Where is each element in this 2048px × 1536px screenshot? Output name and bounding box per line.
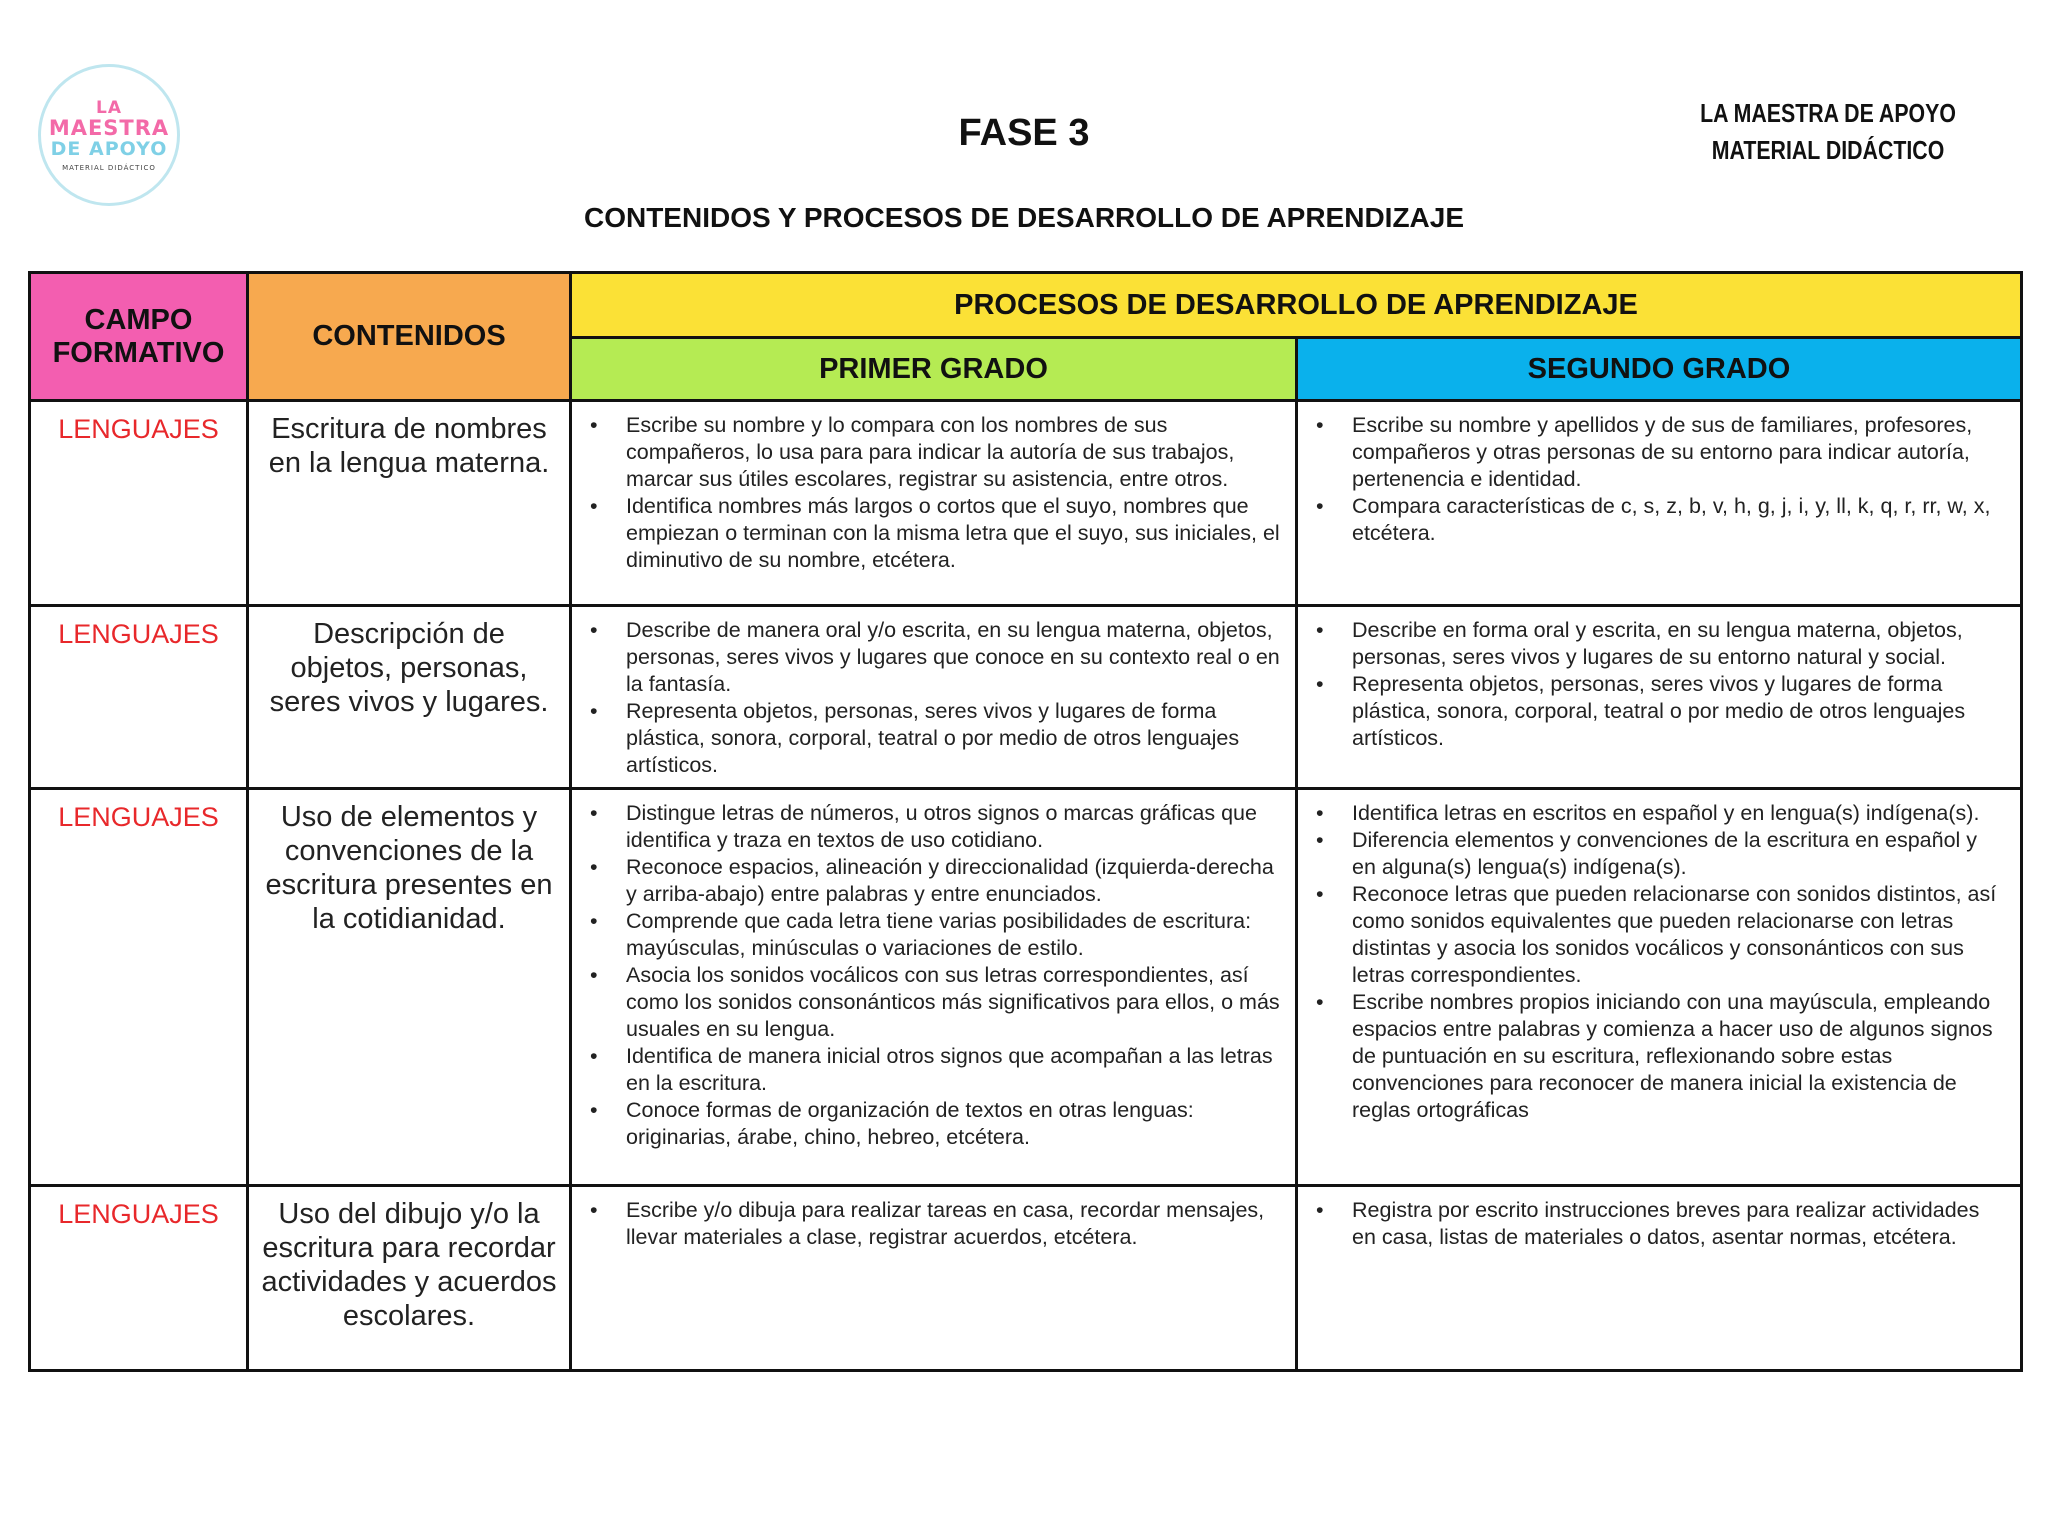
list-item-text: Identifica de manera inicial otros signos que acompañan a las letras en la escritura. [626, 1044, 1273, 1095]
primer-grado-cell [571, 1186, 1297, 1371]
primer-grado-list [586, 800, 1281, 1151]
logo-line-3: DE APOYO [50, 137, 168, 160]
segundo-grado-cell [1297, 606, 2022, 789]
bullet-icon: • [590, 1198, 598, 1222]
list-item-text: Comprende que cada letra tiene varias posibilidades de escritura: mayúsculas, minúsculas o variaciones de estilo. [626, 909, 1252, 960]
bullet-icon: • [590, 963, 598, 987]
bullet-icon: • [590, 1098, 598, 1122]
list-item-text: Registra por escrito instrucciones breves para realizar actividades en casa, listas de materiales o datos, asentar normas, etcétera. [1352, 1198, 1980, 1249]
primer-grado-cell [571, 401, 1297, 606]
campo-formativo-cell: LENGUAJES [30, 606, 248, 789]
list-item [586, 1197, 1281, 1251]
bullet-icon: • [1316, 672, 1324, 696]
list-item [1312, 617, 2006, 671]
header-contenidos: CONTENIDOS [248, 273, 571, 401]
list-item-text: Reconoce letras que pueden relacionarse con sonidos distintos, así como sonidos equivalentes que pueden relacionarse con letras distintas y asocia los sonidos vocálicos y consonánticos con sus letras correspondientes. [1352, 882, 1997, 987]
bullet-icon: • [1316, 1198, 1324, 1222]
list-item [586, 1043, 1281, 1097]
header-primer-grado: PRIMER GRADO [571, 338, 1297, 401]
list-item [586, 412, 1281, 493]
logo-line-2: MAESTRA [48, 115, 170, 140]
page-title: FASE 3 [958, 112, 1090, 154]
contenido-cell: Uso del dibujo y/o la escritura para recordar actividades y acuerdos escolares. [248, 1186, 571, 1371]
segundo-grado-list [1312, 1197, 2006, 1251]
primer-grado-list [586, 412, 1281, 574]
table-row [30, 789, 2022, 1186]
brand-line-1: LA MAESTRA DE APOYO [1700, 98, 1956, 128]
primer-grado-cell [571, 606, 1297, 789]
bullet-icon: • [590, 855, 598, 879]
list-item [1312, 827, 2006, 881]
list-item [1312, 671, 2006, 752]
list-item-text: Reconoce espacios, alineación y direccionalidad (izquierda-derecha y arriba-abajo) entre palabras y entre enunciados. [626, 855, 1274, 906]
list-item-text: Identifica nombres más largos o cortos que el suyo, nombres que empiezan o terminan con la misma letra que el suyo, sus iniciales, el diminutivo de su nombre, etcétera. [626, 494, 1280, 572]
list-item [1312, 493, 2006, 547]
bullet-icon: • [590, 494, 598, 518]
campo-formativo-cell: LENGUAJES [30, 1186, 248, 1371]
list-item [586, 493, 1281, 574]
list-item-text: Conoce formas de organización de textos en otras lenguas: originarias, árabe, chino, hebreo, etcétera. [626, 1098, 1194, 1149]
contenido-cell: Uso de elementos y convenciones de la escritura presentes en la cotidianidad. [248, 789, 571, 1186]
list-item [1312, 1197, 2006, 1251]
list-item [1312, 989, 2006, 1124]
bullet-icon: • [590, 699, 598, 723]
segundo-grado-cell [1297, 1186, 2022, 1371]
list-item-text: Distingue letras de números, u otros signos o marcas gráficas que identifica y traza en textos de uso cotidiano. [626, 801, 1257, 852]
bullet-icon: • [590, 618, 598, 642]
list-item [1312, 412, 2006, 493]
segundo-grado-list [1312, 800, 2006, 1124]
list-item-text: Representa objetos, personas, seres vivos y lugares de forma plástica, sonora, corporal, teatral o por medio de otros lenguajes artísticos. [626, 699, 1240, 777]
primer-grado-list [586, 617, 1281, 779]
list-item-text: Representa objetos, personas, seres vivos y lugares de forma plástica, sonora, corporal, teatral o por medio de otros lenguajes artísticos. [1352, 672, 1966, 750]
bullet-icon: • [590, 413, 598, 437]
bullet-icon: • [590, 1044, 598, 1068]
segundo-grado-list [1312, 617, 2006, 752]
list-item-text: Escribe y/o dibuja para realizar tareas en casa, recordar mensajes, llevar materiales a clase, registrar acuerdos, etcétera. [626, 1198, 1265, 1249]
logo-line-4: MATERIAL DIDÁCTICO [62, 163, 156, 172]
primer-grado-cell [571, 789, 1297, 1186]
campo-formativo-cell: LENGUAJES [30, 401, 248, 606]
primer-grado-list [586, 1197, 1281, 1251]
segundo-grado-list [1312, 412, 2006, 547]
bullet-icon: • [1316, 494, 1324, 518]
list-item-text: Compara características de c, s, z, b, v, h, g, j, i, y, ll, k, q, r, rr, w, x, etcétera. [1352, 494, 1991, 545]
header-procesos: PROCESOS DE DESARROLLO DE APRENDIZAJE [571, 273, 2022, 338]
list-item-text: Describe de manera oral y/o escrita, en su lengua materna, objetos, personas, seres vivos y lugares que conoce en su contexto real o en la fantasía. [626, 618, 1280, 696]
table-row [30, 401, 2022, 606]
table-row [30, 606, 2022, 789]
bullet-icon: • [590, 909, 598, 933]
list-item-text: Escribe su nombre y lo compara con los nombres de sus compañeros, lo usa para para indicar la autoría de sus trabajos, marcar sus útiles escolares, registrar su asistencia, entre otros. [626, 413, 1235, 491]
list-item-text: Escribe su nombre y apellidos y de sus de familiares, profesores, compañeros y otras personas de su entorno para indicar autoría, pertenencia e identidad. [1352, 413, 1973, 491]
segundo-grado-cell [1297, 789, 2022, 1186]
list-item-text: Describe en forma oral y escrita, en su lengua materna, objetos, personas, seres vivos y lugares de su entorno natural y social. [1352, 618, 1963, 669]
list-item-text: Escribe nombres propios iniciando con una mayúscula, empleando espacios entre palabras y comienza a hacer uso de algunos signos de puntuación en su escritura, reflexionando sobre estas convenciones para reconocer de manera inicial la existencia de reglas ortográficas [1352, 990, 1993, 1122]
page-subtitle: CONTENIDOS Y PROCESOS DE DESARROLLO DE APRENDIZAJE [583, 202, 1465, 233]
logo-line-1: LA [96, 97, 122, 118]
list-item [586, 908, 1281, 962]
bullet-icon: • [1316, 828, 1324, 852]
list-item-text: Diferencia elementos y convenciones de la escritura en español y en alguna(s) lengua(s) indígena(s). [1352, 828, 1978, 879]
list-item [1312, 800, 2006, 827]
list-item [586, 800, 1281, 854]
bullet-icon: • [1316, 882, 1324, 906]
bullet-icon: • [1316, 618, 1324, 642]
brand-name [1672, 98, 1984, 166]
list-item [586, 962, 1281, 1043]
list-item-text: Identifica letras en escritos en español y en lengua(s) indígena(s). [1352, 801, 1980, 825]
header-campo-formativo: CAMPO FORMATIVO [30, 273, 248, 401]
list-item [586, 617, 1281, 698]
content-table [28, 271, 2023, 1372]
bullet-icon: • [1316, 801, 1324, 825]
contenido-cell: Escritura de nombres en la lengua materna. [248, 401, 571, 606]
segundo-grado-cell [1297, 401, 2022, 606]
brand-line-2: MATERIAL DIDÁCTICO [1711, 135, 1945, 165]
bullet-icon: • [1316, 413, 1324, 437]
bullet-icon: • [1316, 990, 1324, 1014]
list-item [586, 1097, 1281, 1151]
contenido-cell: Descripción de objetos, personas, seres vivos y lugares. [248, 606, 571, 789]
list-item-text: Asocia los sonidos vocálicos con sus letras correspondientes, así como los sonidos consonánticos más significativos para ellos, o más usuales en su lengua. [626, 963, 1280, 1041]
header-segundo-grado: SEGUNDO GRADO [1297, 338, 2022, 401]
list-item [586, 698, 1281, 779]
list-item [1312, 881, 2006, 989]
table-body [30, 401, 2022, 1371]
list-item [586, 854, 1281, 908]
bullet-icon: • [590, 801, 598, 825]
campo-formativo-cell: LENGUAJES [30, 789, 248, 1186]
table-row [30, 1186, 2022, 1371]
